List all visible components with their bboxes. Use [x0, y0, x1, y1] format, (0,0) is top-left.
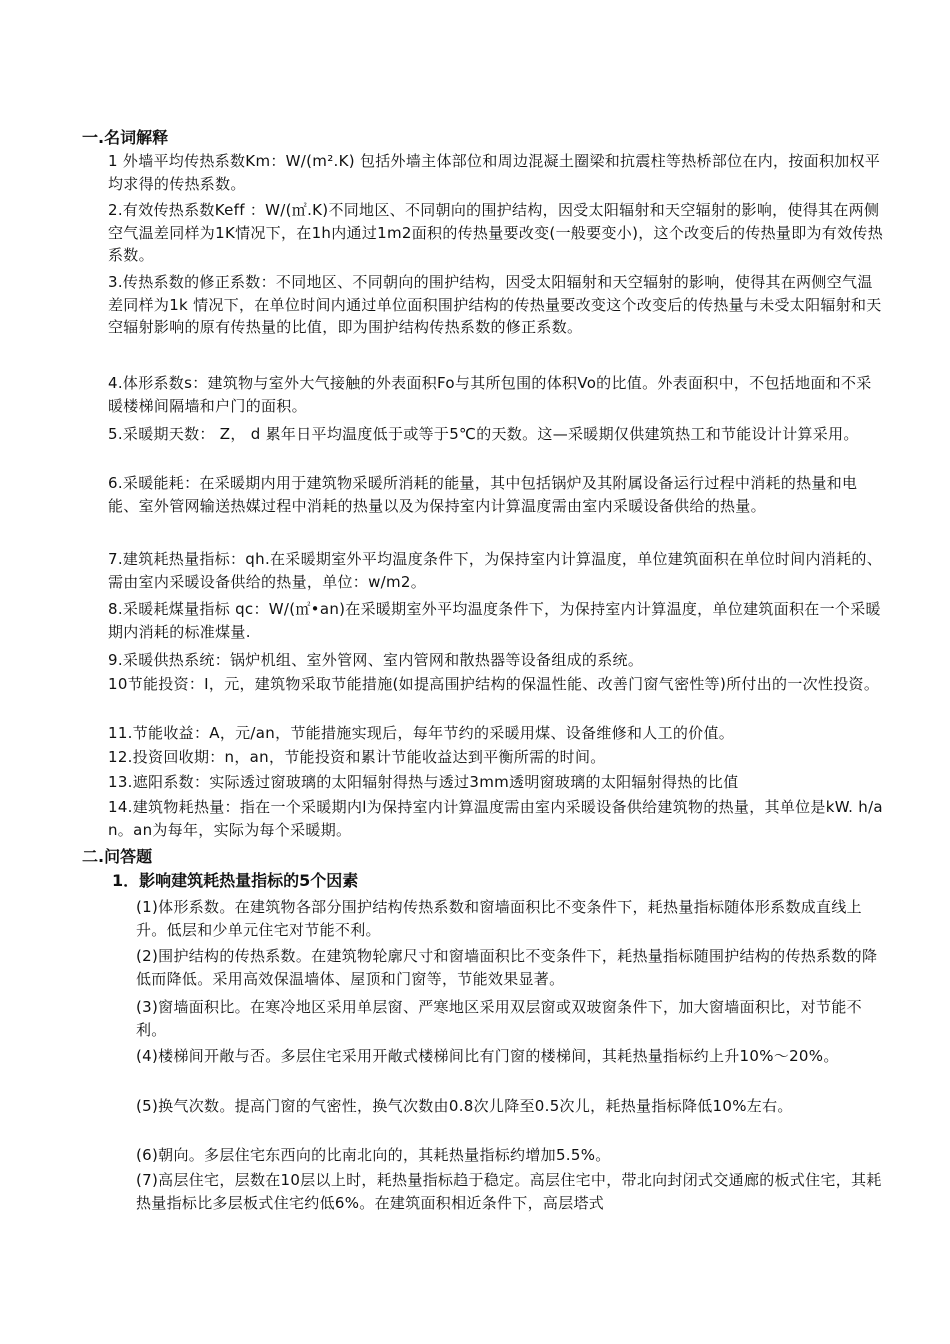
definition-item-5: 5.采暖期天数： Z， d 累年日平均温度低于或等于5℃的天数。这—采暖期仅供建筑热工和节能设计计算采用。	[108, 425, 859, 443]
factor-item-5: (5)换气次数。提高门窗的气密性，换气次数由0.8次儿降至0.5次儿，耗热量指标降低10%左右。	[136, 1097, 793, 1115]
section-1-title: 一.名词解释	[82, 128, 169, 147]
factor-item-6: (6)朝向。多层住宅东西向的比南北向的，其耗热量指标约增加5.5%。	[136, 1146, 611, 1164]
definition-item-10: 10节能投资：I，元，建筑物采取节能措施(如提高围护结构的保温性能、改善门窗气密性等)所付出的一次性投资。	[108, 675, 880, 693]
definition-item-12: 12.投资回收期：n，an，节能投资和累计节能收益达到平衡所需的时间。	[108, 748, 606, 766]
definition-item-3: 3.传热系数的修正系数：不同地区、不同朝向的围护结构，因受太阳辐射和天空辐射的影响，使得其在两侧空气温差同样为1k 情况下，在单位时间内通过单位面积围护结构的传热量要改变这个改变后的传热量与未受太阳辐射和天空辐射影响的原有传热量的比值，即为围护结构传热系数的修正系数。	[108, 273, 882, 337]
definition-item-8: 8.采暖耗煤量指标 qc：W/(㎡•an)在采暖期室外平均温度条件下，为保持室内计算温度，单位建筑面积在一个采暖期内消耗的标准煤量.	[108, 600, 881, 641]
definition-item-4: 4.体形系数s：建筑物与室外大气接触的外表面积Fo与其所包围的体积Vo的比值。外表面积中，不包括地面和不采暖楼梯间隔墙和户门的面积。	[108, 374, 872, 415]
definition-item-14: 14.建筑物耗热量：指在一个采暖期内l为保持室内计算温度需由室内采暖设备供给建筑物的热量，其单位是kW. h/an。an为每年，实际为每个采暖期。	[108, 798, 883, 839]
definition-item-1: 1 外墙平均传热系数Km：W/(m².K) 包括外墙主体部位和周边混凝土圈梁和抗震柱等热桥部位在内，按面积加权平均求得的传热系数。	[108, 152, 881, 193]
definition-item-13: 13.遮阳系数：实际透过窗玻璃的太阳辐射得热与透过3mm透明窗玻璃的太阳辐射得热的比值	[108, 773, 739, 791]
definition-item-6: 6.采暖能耗：在采暖期内用于建筑物采暖所消耗的能量，其中包括锅炉及其附属设备运行过程中消耗的热量和电能、室外管网输送热媒过程中消耗的热量以及为保持室内计算温度需由室内采暖设备供给的热量。	[108, 474, 858, 515]
section-2-title: 二.问答题	[82, 847, 153, 866]
definition-item-2: 2.有效传热系数Keff ：W/(㎡.K)不同地区、不同朝向的围护结构，因受太阳辐射和天空辐射的影响，使得其在两侧空气温差同样为1K情况下，在1h内通过1m2面积的传热量要改变(一般要变小)，这个改变后的传热量即为有效传热系数。	[108, 201, 884, 265]
factor-item-7: (7)高层住宅，层数在10层以上时，耗热量指标趋于稳定。高层住宅中，带北向封闭式交通廊的板式住宅，其耗热量指标比多层板式住宅约低6%。在建筑面积相近条件下，高层塔式	[136, 1171, 882, 1212]
factor-item-4: (4)楼梯间开敞与否。多层住宅采用开敞式楼梯间比有门窗的楼梯间，其耗热量指标约上升10%～20%。	[136, 1047, 839, 1065]
definition-item-11: 11.节能收益：A，元/an，节能措施实现后，每年节约的采暖用煤、设备维修和人工的价值。	[108, 724, 735, 742]
definition-item-7: 7.建筑耗热量指标：qh.在采暖期室外平均温度条件下，为保持室内计算温度，单位建筑面积在单位时间内消耗的、需由室内采暖设备供给的热量，单位：w/m2。	[108, 550, 883, 591]
factor-item-2: (2)围护结构的传热系数。在建筑物轮廓尺寸和窗墙面积比不变条件下，耗热量指标随围护结构的传热系数的降低而降低。采用高效保温墙体、屋顶和门窗等，节能效果显著。	[136, 947, 878, 988]
definition-item-9: 9.采暖供热系统：锅炉机组、室外管网、室内管网和散热器等设备组成的系统。	[108, 651, 644, 669]
question-1-title: 1．影响建筑耗热量指标的5个因素	[112, 871, 359, 890]
factor-item-3: (3)窗墙面积比。在寒冷地区采用单层窗、严寒地区采用双层窗或双玻窗条件下，加大窗墙面积比，对节能不利。	[136, 998, 862, 1039]
factor-item-1: (1)体形系数。在建筑物各部分围护结构传热系数和窗墙面积比不变条件下，耗热量指标随体形系数成直线上升。低层和少单元住宅对节能不利。	[136, 898, 862, 939]
